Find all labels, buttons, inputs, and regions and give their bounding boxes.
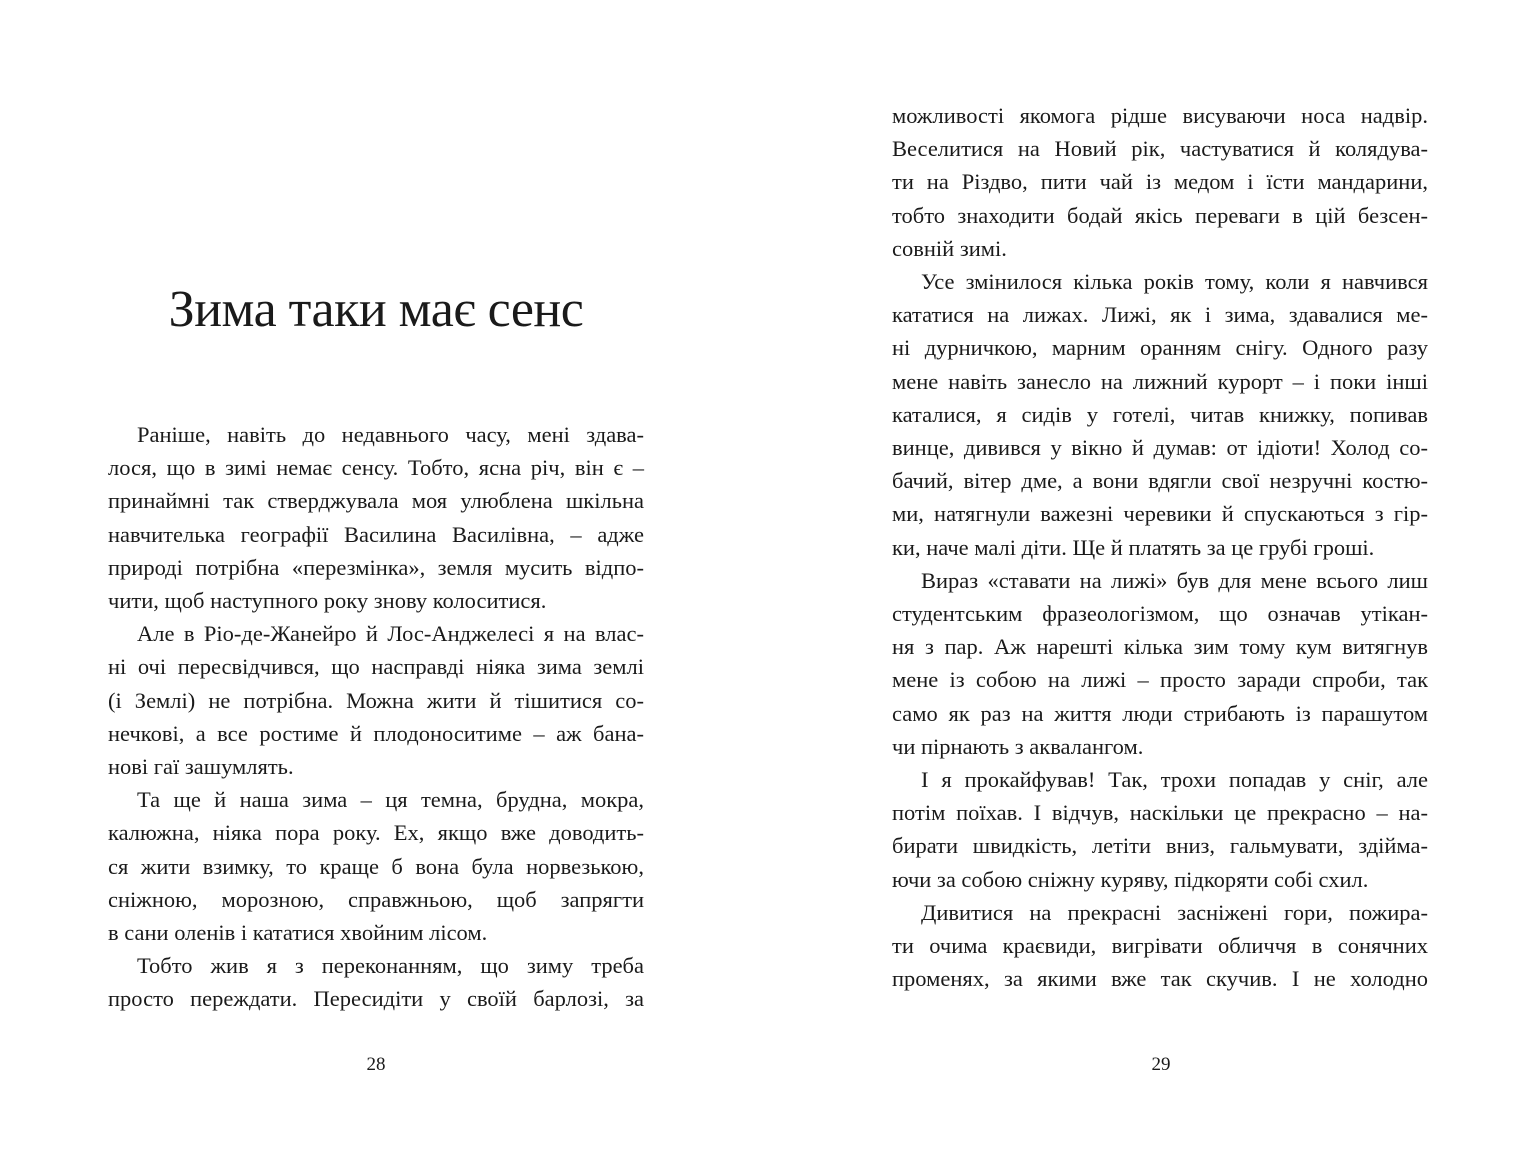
text-line: бирати швидкість, летіти вниз, гальмувати, здійма- — [892, 833, 1428, 859]
text-line: чи пірнають з аквалангом. — [892, 733, 1144, 759]
text-line: лося, що в зимі немає сенсу. Тобто, ясна річ, він є – — [108, 455, 644, 481]
text-line: потім поїхав. І відчув, наскільки це прекрасно – на- — [892, 800, 1428, 826]
text-line: студентським фразеологізмом, що означав утікан- — [892, 601, 1428, 627]
right-page — [768, 0, 1536, 1152]
text-line: винце, дивився у вікно й думав: от ідіоти! Холод со- — [892, 435, 1428, 461]
text-line: нечкові, а все ростиме й плодоноситиме – аж бана- — [108, 720, 644, 746]
text-line: ні очі пересвідчився, що насправді ніяка зима землі — [108, 654, 644, 680]
text-line: само як раз на життя люди стрибають із парашутом — [892, 700, 1428, 726]
text-line: принаймні так стверджувала моя улюблена шкільна — [108, 488, 644, 514]
text-line: бачий, вітер дме, а вони вдягли свої незручні костю- — [892, 468, 1428, 494]
text-line: навчителька географії Василина Василівна, – адже — [108, 521, 644, 547]
text-line: Та ще й наша зима – ця темна, брудна, мокра, — [137, 787, 644, 813]
text-line: Раніше, навіть до недавнього часу, мені здава- — [137, 422, 644, 447]
text-line: ня з пар. Аж нарешті кілька зим тому кум витягнув — [892, 634, 1428, 660]
text-line: (і Землі) не потрібна. Можна жити й тішитися со- — [108, 687, 644, 713]
text-line: совній зимі. — [892, 235, 1007, 261]
text-line: мене навіть занесло на лижний курорт – і поки інші — [892, 368, 1428, 394]
text-line: Але в Ріо-де-Жанейро й Лос-Анджелесі я на влас- — [137, 621, 644, 647]
text-line: Тобто жив я з переконанням, що зиму треба — [137, 953, 644, 979]
text-line: Вираз «ставати на лижі» був для мене всього лиш — [921, 567, 1428, 593]
text-line: ти очима краєвиди, вигрівати обличчя в сонячних — [892, 933, 1428, 959]
text-line: ти на Різдво, пити чай із медом і їсти мандарини, — [892, 169, 1428, 195]
right-page-text — [892, 99, 1428, 995]
text-line: чити, щоб наступного року знову колоситися. — [108, 588, 547, 614]
text-line: променях, за якими вже так скучив. І не холодно — [892, 966, 1428, 992]
text-line: ся жити взимку, то краще б вона була норвезькою, — [108, 853, 644, 879]
text-line: мене із собою на лижі – просто заради спроби, так — [892, 667, 1428, 693]
text-line: природі потрібна «перезмінка», земля мусить відпо- — [108, 554, 644, 580]
text-line: калюжна, ніяка пора року. Ех, якщо вже доводить- — [108, 820, 644, 846]
text-line: нові гаї зашумлять. — [108, 754, 294, 780]
text-line: ки, наче малі діти. Ще й платять за це грубі гроші. — [892, 534, 1375, 560]
text-line: І я прокайфував! Так, трохи попадав у сніг, але — [921, 767, 1428, 793]
text-line: можливості якомога рідше висуваючи носа надвір. — [892, 103, 1428, 128]
left-page-text — [108, 418, 644, 1016]
page-number: 28 — [366, 1054, 386, 1075]
text-line: Веселитися на Новий рік, частуватися й колядува- — [892, 136, 1428, 162]
text-line: Дивитися на прекрасні засніжені гори, пожира- — [921, 899, 1428, 925]
text-line: тобто знаходити бодай якісь переваги в цій безсен- — [892, 202, 1428, 228]
text-line: ючи за собою сніжну куряву, підкоряти собі схил. — [892, 866, 1369, 892]
text-line: кататися на лижах. Лижі, як і зима, здавалися ме- — [892, 302, 1428, 328]
text-line: каталися, я сидів у готелі, читав книжку, попивав — [892, 401, 1428, 427]
text-line: в сани оленів і кататися хвойним лісом. — [108, 920, 488, 946]
text-line: Усе змінилося кілька років тому, коли я навчився — [921, 269, 1428, 295]
text-line: сніжною, морозною, справжньою, щоб запрягти — [108, 886, 644, 912]
chapter-title: Зима таки має сенс — [168, 281, 584, 338]
text-line: ні дурничкою, марним оранням снігу. Одного разу — [892, 335, 1428, 361]
page-number: 29 — [1151, 1054, 1171, 1075]
text-line: ми, натягнули важезні черевики й спускаються з гір- — [892, 501, 1428, 527]
text-line: просто переждати. Пересидіти у своїй барлозі, за — [108, 986, 644, 1012]
